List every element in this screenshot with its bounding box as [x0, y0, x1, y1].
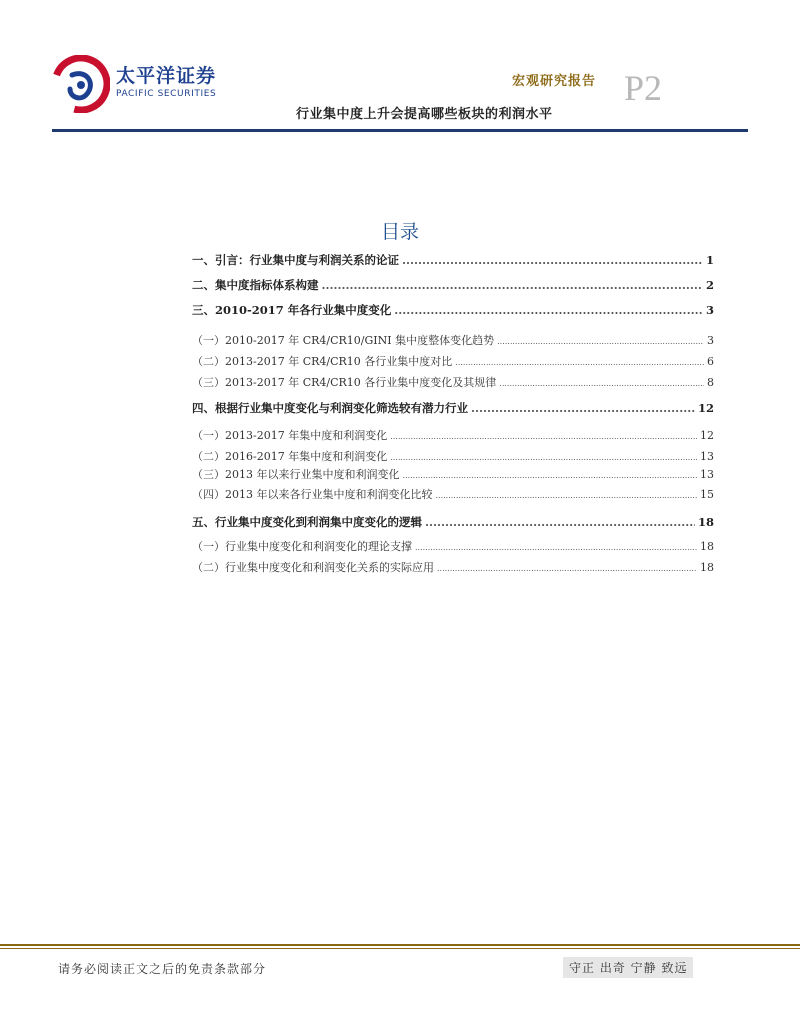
toc-leader-dots: [471, 401, 695, 415]
toc-entry[interactable]: [192, 400, 714, 416]
toc-leader-dots: [425, 515, 695, 529]
toc-leader-dots: [436, 488, 698, 501]
toc-leader-dots: [415, 540, 697, 553]
toc-entry-page: 15: [700, 488, 714, 501]
toc-entry[interactable]: [192, 332, 714, 348]
toc-entry-title: 二、集中度指标体系构建: [192, 278, 319, 292]
toc-entry-page: 6: [707, 355, 714, 368]
logo-english-name: PACIFIC SECURITIES: [116, 89, 217, 99]
footer-divider: [0, 944, 800, 946]
footer-motto: 守正 出奇 宁静 致远: [563, 957, 693, 978]
toc-entry[interactable]: [192, 353, 714, 369]
toc-entry[interactable]: [192, 252, 714, 268]
toc-entry-title: （四）2013 年以来各行业集中度和利润变化比较: [192, 488, 433, 501]
toc-entry-page: 12: [697, 401, 714, 415]
toc-entry-title: 三、2010-2017 年各行业集中度变化: [192, 303, 392, 317]
toc-entry-page: 12: [700, 429, 714, 442]
toc-entry-title: （一）行业集中度变化和利润变化的理论支撑: [192, 540, 412, 553]
footer-disclaimer: 请务必阅读正文之后的免责条款部分: [58, 962, 267, 976]
toc-leader-dots: [390, 429, 697, 442]
toc-entry-title: （二）2016-2017 年集中度和利润变化: [192, 450, 388, 463]
toc-entry-title: （二）2013-2017 年 CR4/CR10 各行业集中度对比: [192, 355, 453, 368]
toc-entry-page: 13: [700, 450, 714, 463]
toc-entry-title: 四、根据行业集中度变化与利润变化筛选较有潜力行业: [192, 401, 468, 415]
toc-entry[interactable]: [192, 374, 714, 390]
toc-leader-dots: [499, 376, 704, 389]
toc-leader-dots: [497, 334, 704, 347]
toc-entry-page: 3: [707, 334, 714, 347]
toc-entry-title: （二）行业集中度变化和利润变化关系的实际应用: [192, 561, 434, 574]
toc-entry-page: 18: [700, 561, 714, 574]
footer-divider-thin: [0, 948, 800, 949]
toc-heading: 目录: [380, 221, 419, 243]
toc-entry-page: 8: [707, 376, 714, 389]
toc-entry[interactable]: [192, 559, 714, 575]
toc-entry[interactable]: [192, 302, 714, 318]
toc-entry[interactable]: [192, 486, 714, 502]
company-logo: [52, 55, 222, 115]
toc-entry-title: （一）2013-2017 年集中度和利润变化: [192, 429, 388, 442]
report-title: 行业集中度上升会提高哪些板块的利润水平: [296, 107, 553, 122]
toc-entry-page: 1: [705, 253, 714, 267]
toc-entry-title: 一、引言：行业集中度与利润关系的论证: [192, 253, 399, 267]
toc-entry-title: （三）2013-2017 年 CR4/CR10 各行业集中度变化及其规律: [192, 376, 497, 389]
toc-entry[interactable]: [192, 538, 714, 554]
toc-entry-title: 五、行业集中度变化到利润集中度变化的逻辑: [192, 515, 422, 529]
logo-chinese-name: 太平洋证券: [116, 65, 217, 87]
toc-entry[interactable]: [192, 514, 714, 530]
report-type-label: 宏观研究报告: [512, 74, 597, 89]
toc-leader-dots: [455, 355, 704, 368]
toc-leader-dots: [390, 450, 697, 463]
toc-entry-page: 2: [705, 278, 714, 292]
toc-entry-title: （一）2010-2017 年 CR4/CR10/GINI 集中度整体变化趋势: [192, 334, 495, 347]
page-number-label: P2: [624, 68, 663, 108]
toc-leader-dots: [403, 468, 698, 481]
toc-entry-page: 18: [697, 515, 714, 529]
pacific-securities-logo-icon: [52, 55, 110, 113]
toc-entry-page: 13: [700, 468, 714, 481]
toc-entry[interactable]: [192, 466, 714, 482]
toc-entry-page: 18: [700, 540, 714, 553]
toc-entry[interactable]: [192, 448, 714, 464]
toc-leader-dots: [437, 561, 697, 574]
toc-entry-page: 3: [705, 303, 714, 317]
toc-leader-dots: [322, 278, 703, 292]
header-divider: [52, 129, 748, 132]
toc-entry[interactable]: [192, 277, 714, 293]
toc-leader-dots: [394, 303, 703, 317]
toc-entry[interactable]: [192, 427, 714, 443]
toc-leader-dots: [402, 253, 703, 267]
toc-entry-title: （三）2013 年以来行业集中度和利润变化: [192, 468, 400, 481]
